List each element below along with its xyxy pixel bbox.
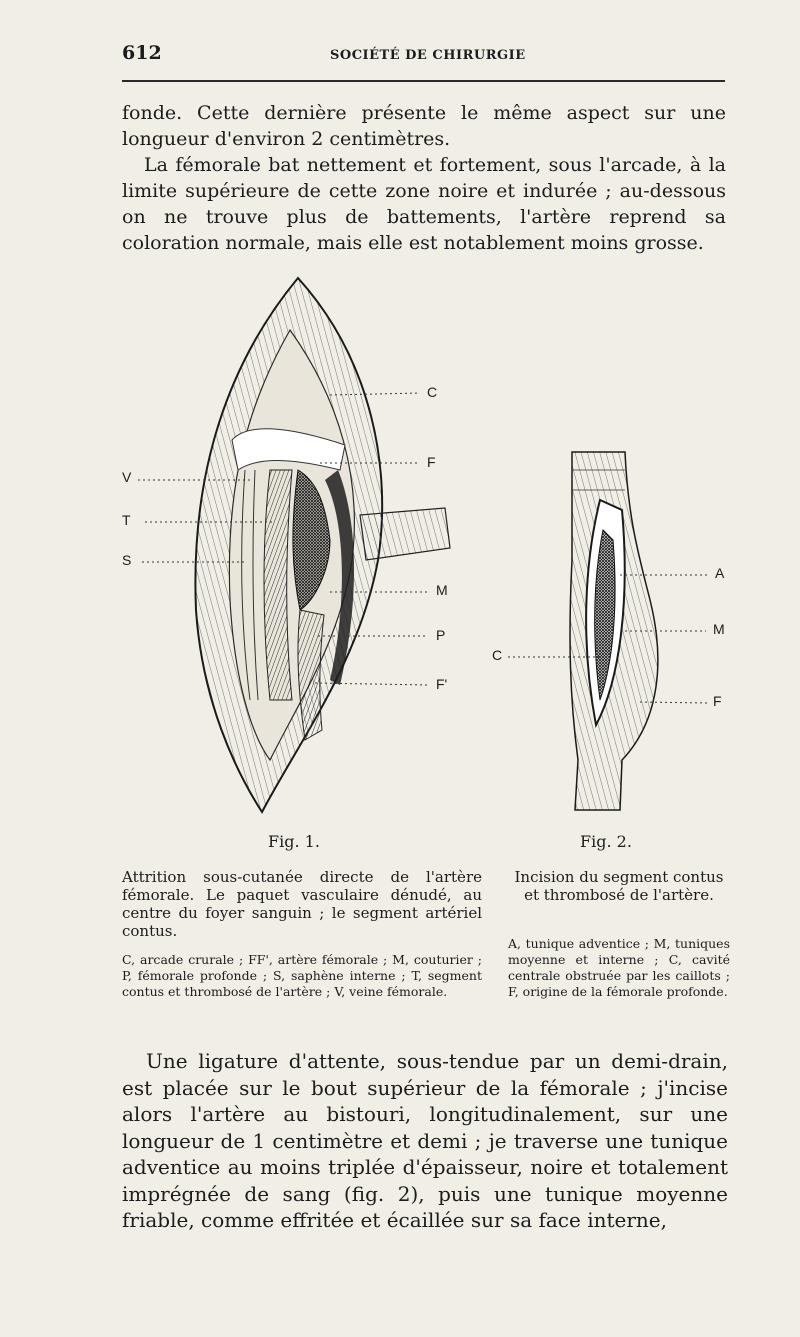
fig2-callout-m: M [713,621,725,637]
figure2-drawing [570,452,658,810]
fig1-callout-s: S [122,552,132,568]
running-head: SOCIÉTÉ DE CHIRURGIE [330,48,526,63]
fig1-callout-c: C [427,384,438,400]
fig1-callout-f-prime: F' [436,676,448,692]
figure2-caption: Incision du segment contus et thrombosé de l'artère. [514,868,724,904]
figure1-label: Fig. 1. [268,832,320,851]
figure2-label: Fig. 2. [580,832,632,851]
fig1-callout-f: F [427,454,436,470]
fig1-callout-p: P [436,627,446,643]
figure1-drawing [195,278,450,812]
fig1-callout-m: M [436,582,448,598]
fig2-callout-c: C [492,647,503,663]
figure1-legend: C, arcade crurale ; FF', artère fémorale ; M, couturier ; P, fémorale profonde ; S, saphène interne ; T, segment contus et thrombosé de l'artère ; V, veine fémorale. [122,952,482,999]
fig2-callout-f: F [713,693,722,709]
fig1-callout-t: T [122,512,131,528]
fig1-callout-v: V [122,469,132,485]
figure2-legend: A, tunique adventice ; M, tuniques moyenne et interne ; C, cavité centrale obstruée par les caillots ; F, origine de la fémorale profonde. [508,936,730,999]
fig2-callout-a: A [715,565,725,581]
page-number: 612 [122,42,162,64]
paragraph: La fémorale bat nettement et fortement, sous l'arcade, à la limite supérieure de cette zone noire et indurée ; au-dessous on ne trouve plus de battements, l'artère reprend sa coloration normale, mais elle est notablement moins grosse. [122,154,726,254]
paragraph-continuation: fonde. Cette dernière présente le même aspect sur une longueur d'environ 2 centimètres. [122,102,726,150]
paragraph: Une ligature d'attente, sous-tendue par un demi-drain, est placée sur le bout supérieur de la fémorale ; j'incise alors l'artère au bistouri, longitudinalement, sur une longueur de 1 centimètre et demi ; je traverse une tunique adventice au moins triplée d'épaisseur, noire et totalement imprégnée de sang (fig. 2), puis une tunique moyenne friable, comme effritée et écaillée sur sa face interne, [122,1049,728,1232]
figure1-caption: Attrition sous-cutanée directe de l'artère fémorale. Le paquet vasculaire dénudé, au centre du foyer sanguin ; le segment artériel contus. [122,868,482,940]
bottom-text-block [122,1048,728,1234]
